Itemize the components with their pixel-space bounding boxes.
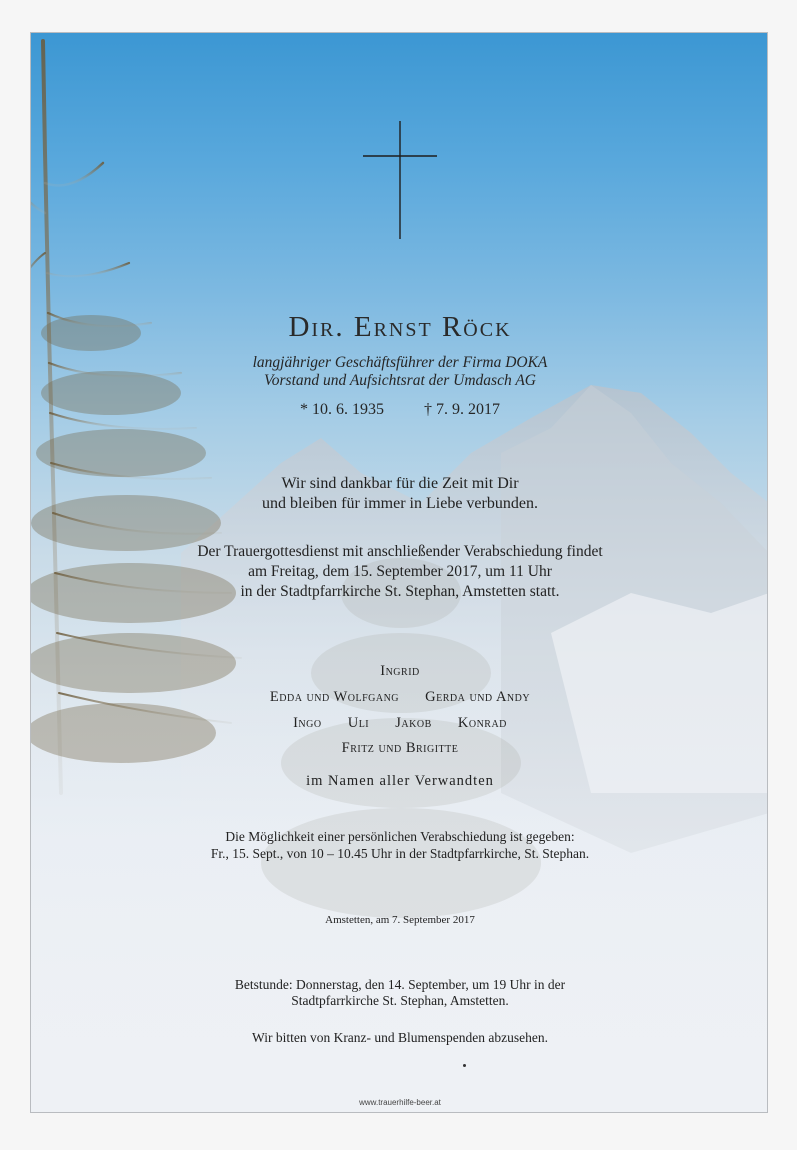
place-date: Amstetten, am 7. September 2017	[325, 914, 475, 926]
deceased-name: Dir. Ernst Röck	[288, 311, 512, 343]
website-footer[interactable]: www.trauerhilfe-beer.at	[359, 1098, 441, 1107]
verse-line-1: Wir sind dankbar für die Zeit mit Dir	[281, 475, 519, 492]
cross-icon	[363, 121, 437, 239]
family-line-3	[31, 715, 768, 732]
mourner: Konrad	[457, 715, 507, 731]
prayer-line-1: Betstunde: Donnerstag, den 14. September, um 19 Uhr in der	[234, 977, 566, 992]
verse-line-2: und bleiben für immer in Liebe verbunden.	[262, 495, 538, 512]
service-line-2: am Freitag, dem 15. September 2017, um 11 Uhr	[248, 563, 552, 580]
service-line-1: Der Trauergottesdienst mit anschließender Verabschiedung findet	[197, 543, 603, 560]
birth-date: * 10. 6. 1935	[300, 401, 384, 418]
obituary-text	[31, 33, 768, 1113]
death-date: † 7. 9. 2017	[424, 401, 500, 418]
mourner: Ingo	[293, 715, 322, 731]
flower-request: Wir bitten von Kranz- und Blumenspenden abzusehen.	[252, 1030, 548, 1045]
relatives-line: im Namen aller Verwandten	[306, 773, 494, 789]
mourner: Uli	[347, 715, 370, 731]
dot-mark	[463, 1064, 466, 1067]
family-line-4	[31, 740, 768, 757]
family-line-1	[31, 663, 768, 680]
farewell-line-2: Fr., 15. Sept., von 10 – 10.45 Uhr in der Stadtpfarrkirche, St. Stephan.	[210, 846, 590, 861]
mourner: Jakob	[395, 715, 432, 731]
role-line-2: Vorstand und Aufsichtsrat der Umdasch AG	[264, 372, 536, 389]
mourner: Ingrid	[380, 663, 420, 679]
mourner: Fritz und Brigitte	[341, 740, 459, 756]
life-dates	[31, 401, 768, 419]
farewell-line-1: Die Möglichkeit einer persönlichen Verabschiedung ist gegeben:	[225, 829, 575, 844]
mourner: Edda und Wolfgang	[269, 689, 400, 705]
family-line-2	[31, 689, 768, 706]
service-line-3: in der Stadtpfarrkirche St. Stephan, Amstetten statt.	[240, 583, 560, 600]
obituary-card	[30, 32, 768, 1113]
mourner: Gerda und Andy	[425, 689, 531, 705]
prayer-line-2: Stadtpfarrkirche St. Stephan, Amstetten.	[291, 993, 509, 1008]
role-line-1: langjähriger Geschäftsführer der Firma DOKA	[252, 354, 548, 371]
